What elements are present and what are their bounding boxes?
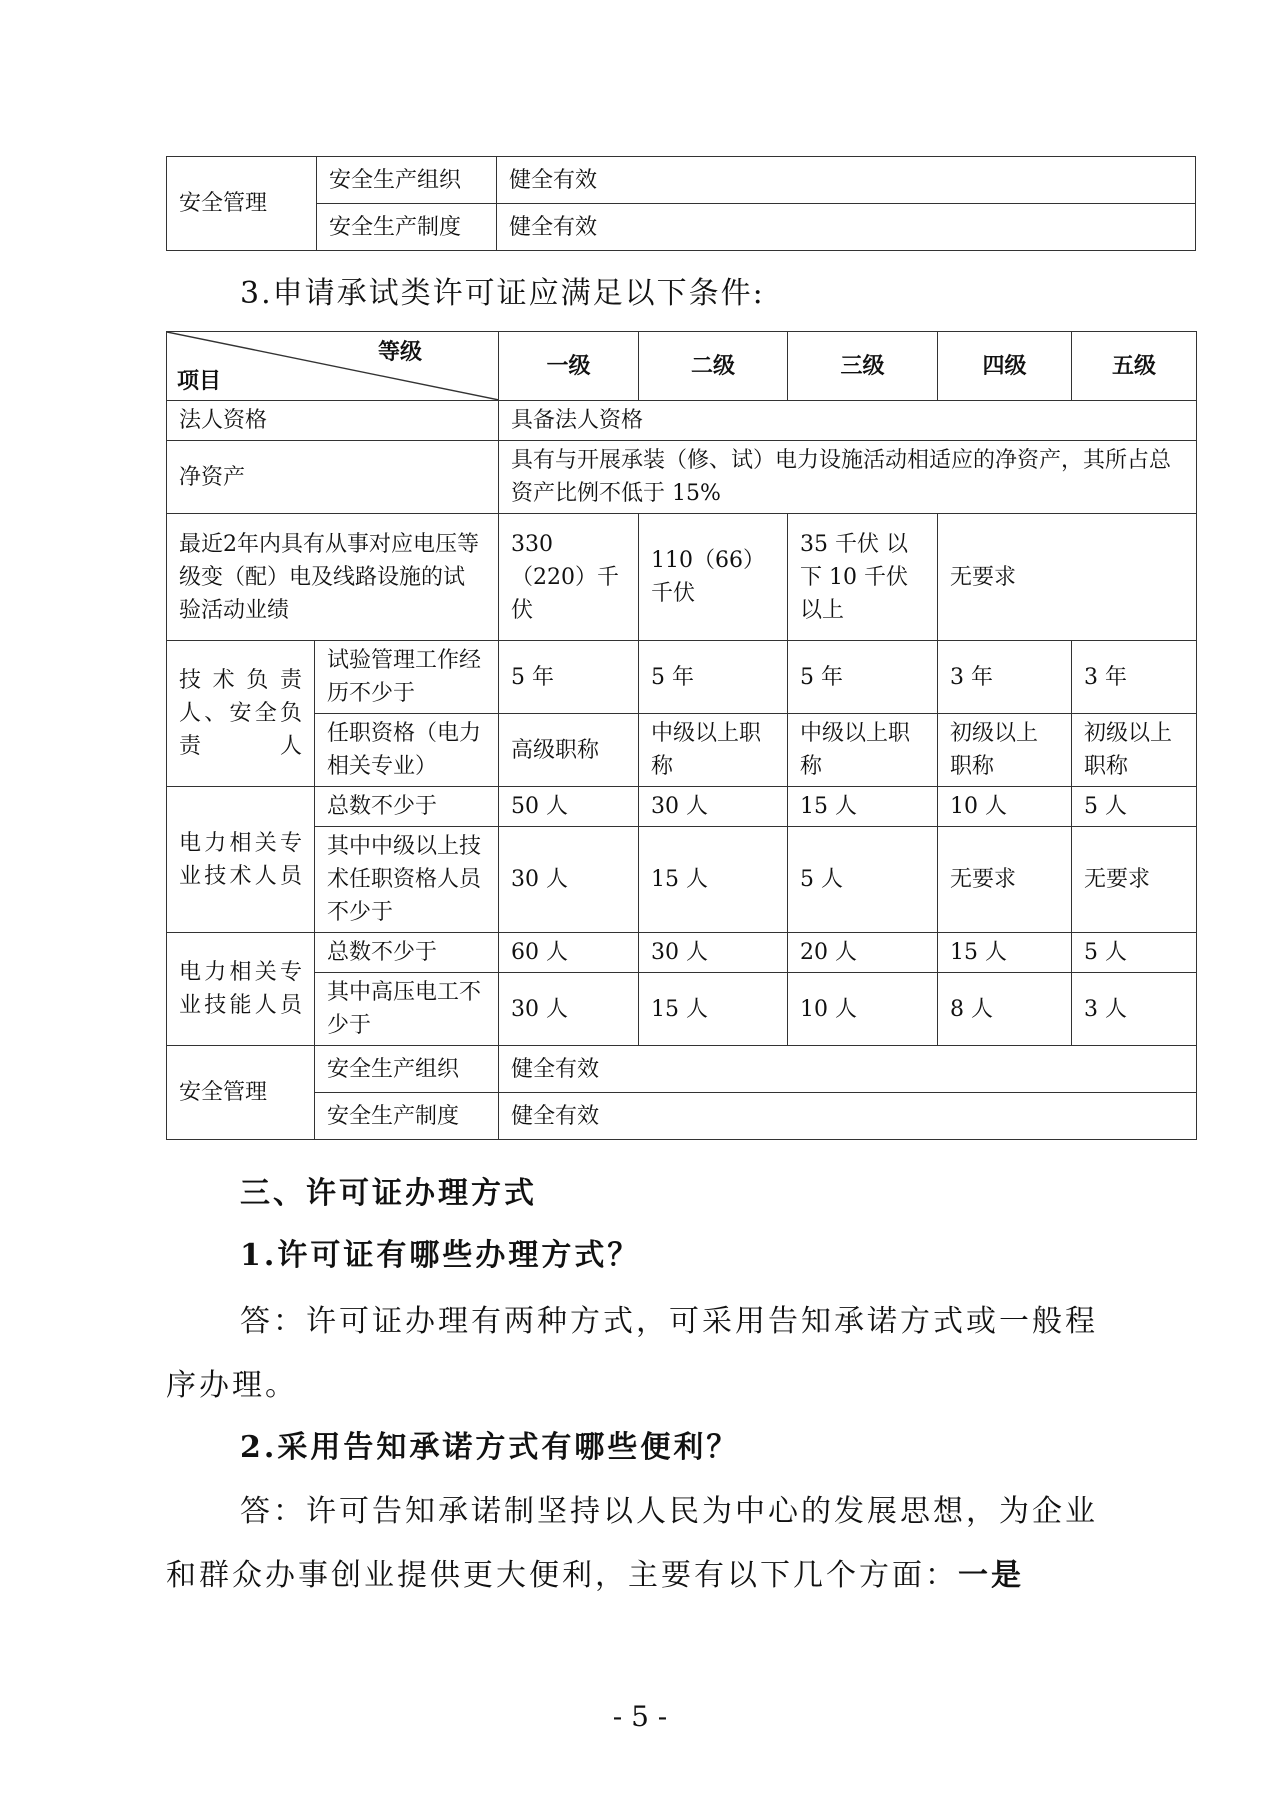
row-value: 健全有效 bbox=[499, 1093, 1197, 1140]
item-cell: 总数不少于 bbox=[315, 787, 499, 827]
level-value: 5 人 bbox=[788, 827, 938, 933]
tech-staff-row bbox=[167, 827, 1197, 933]
level-value: 30 人 bbox=[499, 827, 639, 933]
row-label: 净资产 bbox=[167, 441, 499, 514]
category-cell: 安全管理 bbox=[167, 157, 317, 251]
level-value: 30 人 bbox=[499, 973, 639, 1046]
item-cell: 安全生产制度 bbox=[315, 1093, 499, 1140]
level-value: 初级以上职称 bbox=[1072, 714, 1197, 787]
level-value: 3 年 bbox=[1072, 641, 1197, 714]
item-cell: 试验管理工作经历不少于 bbox=[315, 641, 499, 714]
page-number: - 5 - bbox=[612, 1700, 668, 1733]
level-value: 50 人 bbox=[499, 787, 639, 827]
level-value: 8 人 bbox=[938, 973, 1072, 1046]
level-value: 60 人 bbox=[499, 933, 639, 973]
question-heading: 1.许可证有哪些办理方式？ bbox=[240, 1238, 641, 1273]
group-label: 电力相关专业技术人员 bbox=[167, 787, 315, 933]
net-assets-row bbox=[167, 441, 1197, 514]
level-header: 二级 bbox=[639, 332, 788, 401]
level-value: 15 人 bbox=[788, 787, 938, 827]
group-label: 电力相关专业技能人员 bbox=[167, 933, 315, 1046]
level-value: 15 人 bbox=[639, 827, 788, 933]
level-value: 330（220）千伏 bbox=[499, 514, 639, 641]
item-cell: 总数不少于 bbox=[315, 933, 499, 973]
level-value: 5 年 bbox=[788, 641, 938, 714]
level-header: 一级 bbox=[499, 332, 639, 401]
level-value: 30 人 bbox=[639, 933, 788, 973]
answer-emphasis: 一是 bbox=[958, 1558, 1024, 1593]
level-value: 5 年 bbox=[639, 641, 788, 714]
row-value: 具有与开展承装（修、试）电力设施活动相适应的净资产，其所占总资产比例不低于 15% bbox=[499, 441, 1197, 514]
group-label: 安全管理 bbox=[167, 1046, 315, 1140]
safety-management-table bbox=[166, 156, 1196, 251]
level-value: 10 人 bbox=[938, 787, 1072, 827]
level-value: 3 人 bbox=[1072, 973, 1197, 1046]
header-row bbox=[167, 332, 1197, 401]
item-cell: 安全生产制度 bbox=[317, 204, 497, 251]
item-cell: 安全生产组织 bbox=[315, 1046, 499, 1093]
diagonal-header-cell bbox=[167, 332, 499, 401]
group-label: 技术负责人、安全负责人 bbox=[167, 641, 315, 787]
safety-row bbox=[167, 1046, 1197, 1093]
level-corner-label: 等级 bbox=[377, 339, 422, 365]
section-caption: 3.申请承试类许可证应满足以下条件: bbox=[240, 276, 765, 311]
level-value: 中级以上职称 bbox=[639, 714, 788, 787]
legal-row bbox=[167, 401, 1197, 441]
value-cell: 健全有效 bbox=[497, 204, 1196, 251]
skill-staff-row bbox=[167, 933, 1197, 973]
level-header: 五级 bbox=[1072, 332, 1197, 401]
level-value: 无要求 bbox=[1072, 827, 1197, 933]
performance-row bbox=[167, 514, 1197, 641]
row-label: 最近2年内具有从事对应电压等级变（配）电及线路设施的试验活动业绩 bbox=[167, 514, 499, 641]
row-value: 健全有效 bbox=[499, 1046, 1197, 1093]
skill-staff-row bbox=[167, 973, 1197, 1046]
level-value: 110（66）千伏 bbox=[639, 514, 788, 641]
level-value: 20 人 bbox=[788, 933, 938, 973]
level-header: 四级 bbox=[938, 332, 1072, 401]
answer-paragraph: 答：许可证办理有两种方式，可采用告知承诺方式或一般程序办理。 bbox=[166, 1304, 1098, 1403]
level-value: 5 年 bbox=[499, 641, 639, 714]
level-value: 无要求 bbox=[938, 514, 1197, 641]
level-value: 无要求 bbox=[938, 827, 1072, 933]
level-value: 初级以上职称 bbox=[938, 714, 1072, 787]
item-cell: 其中中级以上技术任职资格人员不少于 bbox=[315, 827, 499, 933]
item-corner-label: 项目 bbox=[177, 368, 222, 394]
answer-text: 答：许可告知承诺制坚持以人民为中心的发展思想，为企业和群众办事创业提供更大便利，主要有以下几个方面： bbox=[166, 1494, 1098, 1593]
safety-row bbox=[167, 1093, 1197, 1140]
row-label: 法人资格 bbox=[167, 401, 499, 441]
row-value: 具备法人资格 bbox=[499, 401, 1197, 441]
level-value: 3 年 bbox=[938, 641, 1072, 714]
tech-staff-row bbox=[167, 787, 1197, 827]
level-value: 5 人 bbox=[1072, 933, 1197, 973]
item-cell: 任职资格（电力相关专业） bbox=[315, 714, 499, 787]
section-heading: 三、许可证办理方式 bbox=[240, 1176, 537, 1211]
tech-lead-row bbox=[167, 714, 1197, 787]
level-value: 5 人 bbox=[1072, 787, 1197, 827]
item-cell: 安全生产组织 bbox=[317, 157, 497, 204]
level-value: 15 人 bbox=[639, 973, 788, 1046]
level-header: 三级 bbox=[788, 332, 938, 401]
question-heading: 2.采用告知承诺方式有哪些便利？ bbox=[240, 1430, 740, 1465]
level-value: 10 人 bbox=[788, 973, 938, 1046]
value-cell: 健全有效 bbox=[497, 157, 1196, 204]
item-cell: 其中高压电工不少于 bbox=[315, 973, 499, 1046]
license-conditions-table bbox=[166, 331, 1197, 1140]
answer-paragraph bbox=[166, 1480, 1106, 1608]
level-value: 中级以上职称 bbox=[788, 714, 938, 787]
level-value: 30 人 bbox=[639, 787, 788, 827]
level-value: 15 人 bbox=[938, 933, 1072, 973]
tech-lead-row bbox=[167, 641, 1197, 714]
level-value: 高级职称 bbox=[499, 714, 639, 787]
level-value: 35 千伏 以下 10 千伏以上 bbox=[788, 514, 938, 641]
